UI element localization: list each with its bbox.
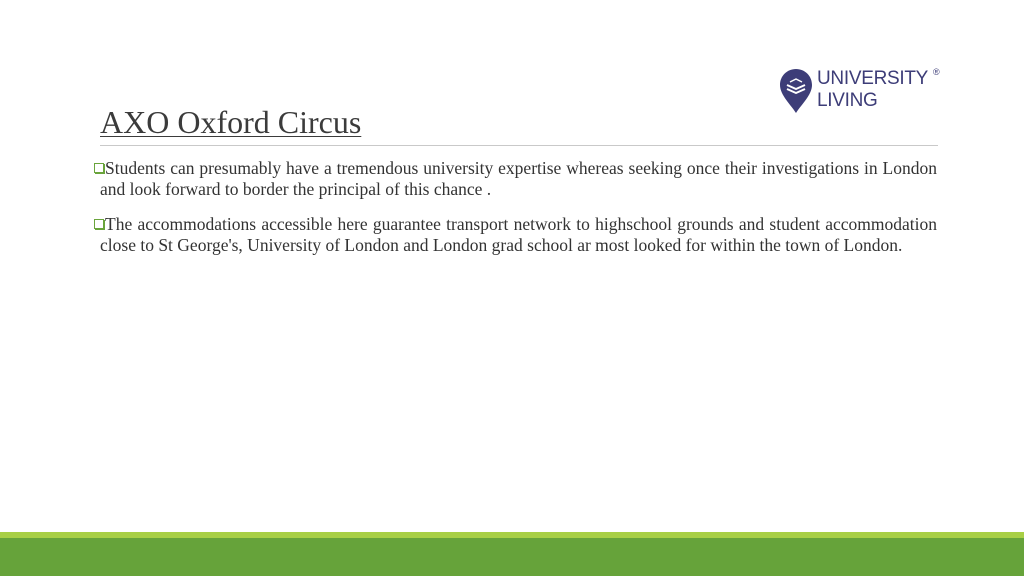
footer-bar: [0, 538, 1024, 576]
bullet-text: Students can presumably have a tremendous university expertise whereas seeking once their investigations in London and look forward to border the principal of this chance .: [100, 158, 937, 199]
logo-line-1: UNIVERSITY: [817, 68, 929, 89]
logo-line-2: LIVING: [817, 90, 878, 111]
slide-title: AXO Oxford Circus: [100, 104, 362, 140]
registered-mark: ®: [933, 67, 940, 77]
bullet-text: The accommodations accessible here guarantee transport network to highschool grounds and student accommodation close to St George's, University of London and London grad school ar most looked for within the town of London.: [100, 214, 937, 255]
bullet-item: [100, 158, 937, 200]
hollow-square-bullet-icon: [94, 219, 104, 229]
title-divider: [100, 145, 938, 146]
map-pin-book-icon: [779, 68, 813, 114]
hollow-square-bullet-icon: [94, 163, 104, 173]
university-living-logo: [779, 67, 944, 115]
bullet-list: [100, 158, 937, 270]
bullet-item: [100, 214, 937, 256]
logo-wordmark: [817, 68, 928, 112]
